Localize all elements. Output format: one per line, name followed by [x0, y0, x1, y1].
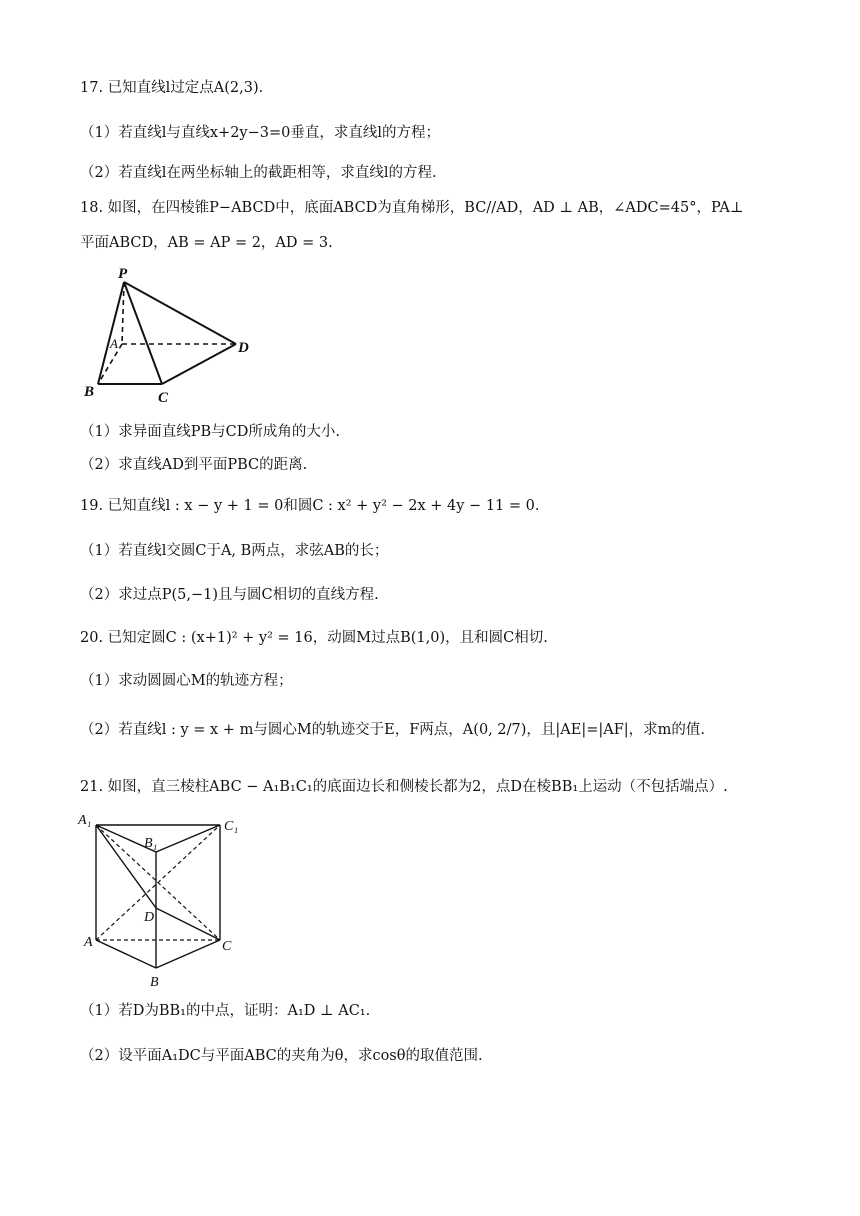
q19-part2: （2）求过点P(5,−1)且与圆C相切的直线方程.	[80, 587, 379, 603]
label-B: B	[150, 975, 159, 990]
label-C: C	[222, 939, 232, 954]
q20-part2: （2）若直线l : y = x + m与圆心M的轨迹交于E，F两点，A(0, 2/7)，且|AE|=|AF|，求m的值.	[80, 722, 706, 738]
q17-stem: 17. 已知直线l过定点A(2,3).	[80, 80, 264, 96]
label-B: B	[84, 384, 95, 400]
label-A1: A₁	[78, 813, 92, 828]
label-B1: B₁	[144, 836, 158, 851]
q21-part1: （1）若D为BB₁的中点，证明：A₁D ⊥ AC₁.	[80, 1003, 371, 1019]
label-D: D	[144, 910, 155, 925]
pyramid-figure	[78, 262, 268, 407]
label-C: C	[158, 390, 169, 406]
label-C1: C₁	[224, 819, 239, 834]
label-D: D	[238, 340, 249, 356]
q18-part2: （2）求直线AD到平面PBC的距离.	[80, 457, 308, 473]
label-A: A	[110, 336, 118, 351]
q21-part2: （2）设平面A₁DC与平面ABC的夹角为θ，求cosθ的取值范围.	[80, 1048, 483, 1064]
q19-part1: （1）若直线l交圆C于A, B两点，求弦AB的长；	[80, 543, 389, 559]
q21-stem: 21. 如图，直三棱柱ABC − A₁B₁C₁的底面边长和侧棱长都为2，点D在棱BB₁上运动（不包括端点）.	[80, 779, 728, 795]
q19-stem: 19. 已知直线l : x − y + 1 = 0和圆C : x² + y² − 2x + 4y − 11 = 0.	[80, 498, 540, 514]
prism-figure	[76, 810, 256, 990]
q20-part1: （1）求动圆圆心M的轨迹方程；	[80, 673, 293, 689]
q18-stem-line1: 18. 如图，在四棱锥P−ABCD中，底面ABCD为直角梯形，BC//AD，AD ⊥ AB，∠ADC=45°，PA⊥	[80, 200, 744, 216]
q20-stem: 20. 已知定圆C : (x+1)² + y² = 16，动圆M过点B(1,0)，且和圆C相切.	[80, 630, 548, 646]
q17-part2: （2）若直线l在两坐标轴上的截距相等，求直线l的方程.	[80, 165, 437, 181]
label-A: A	[84, 935, 93, 950]
q18-part1: （1）求异面直线PB与CD所成角的大小.	[80, 424, 340, 440]
q17-part1: （1）若直线l与直线x+2y−3=0垂直，求直线l的方程；	[80, 125, 440, 141]
q18-stem-line2: 平面ABCD，AB = AP = 2，AD = 3.	[80, 235, 333, 251]
label-P: P	[118, 266, 128, 282]
